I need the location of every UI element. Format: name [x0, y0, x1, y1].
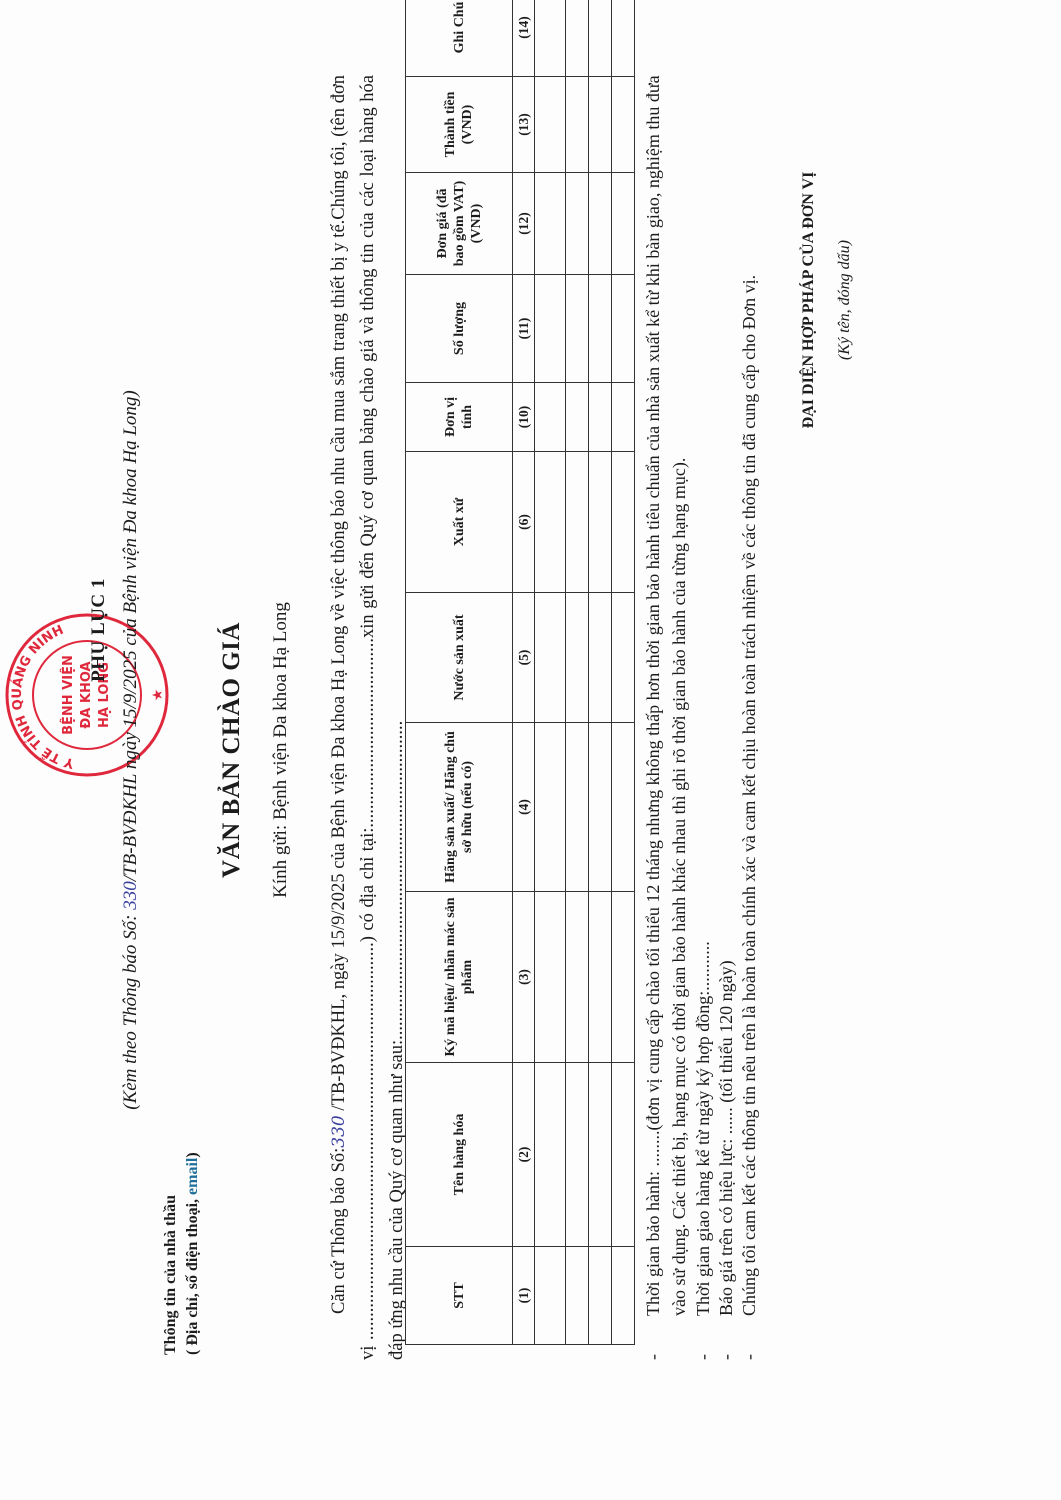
table-cell-empty[interactable]: [566, 593, 589, 723]
table-cell-empty[interactable]: [535, 892, 566, 1063]
table-cell-empty[interactable]: [589, 77, 612, 173]
table-cell-empty[interactable]: [612, 0, 635, 77]
col-header-nuoc-san-xuat: Nước sản xuất: [406, 593, 513, 723]
table-cell-empty[interactable]: [612, 383, 635, 452]
table-cell-empty[interactable]: [566, 77, 589, 173]
table-cell-empty[interactable]: [612, 593, 635, 723]
handwritten-number: 330: [329, 1115, 349, 1148]
svg-text:ĐA KHOA: ĐA KHOA: [79, 661, 94, 729]
table-cell-empty[interactable]: [566, 723, 589, 892]
col-header-ten-hang-hoa: Tên hàng hóa: [406, 1063, 513, 1247]
column-number: (12): [513, 173, 535, 275]
table-row: [535, 0, 566, 1345]
table-cell-empty[interactable]: [612, 892, 635, 1063]
table-cell-empty[interactable]: [535, 383, 566, 452]
note-item-commitment: - Chúng tôi cam kết các thông tin nêu trên là hoàn toàn chính xác và cam kết chịu hoàn toàn trách nhiệm về các thông tin đã cung cấp cho Đơn vị.: [739, 274, 759, 1360]
table-header-row: [406, 0, 513, 1345]
table-cell-empty[interactable]: [566, 1247, 589, 1345]
table-cell-empty[interactable]: [589, 0, 612, 77]
table-cell-empty[interactable]: [589, 593, 612, 723]
column-number: (6): [513, 452, 535, 593]
attachment-note-suffix: /TB-BVĐKHL ngày 15/9/2025 của Bệnh viện Đa khoa Hạ Long): [120, 390, 141, 882]
table-cell-empty[interactable]: [612, 1247, 635, 1345]
table-cell-empty[interactable]: [535, 173, 566, 275]
column-number: (1): [513, 1247, 535, 1345]
contractor-info-detail: ( Địa chỉ, số điện thoại, email): [184, 1152, 201, 1355]
col-header-ky-ma-hieu: Ký mã hiệu/ nhãn mác sản phẩm: [406, 892, 513, 1063]
col-header-stt: STT: [406, 1247, 513, 1345]
column-number: (14): [513, 0, 535, 77]
document-title: VĂN BẢN CHÀO GIÁ: [218, 622, 245, 878]
contractor-info: [160, 1152, 204, 1355]
col-header-hang-san-xuat: Hãng sản xuất/ Hãng chủ sở hữu (nếu có): [406, 723, 513, 892]
table-cell-empty[interactable]: [589, 383, 612, 452]
col-header-thanh-tien: Thành tiền (VND): [406, 77, 513, 173]
table-cell-empty[interactable]: [535, 723, 566, 892]
col-header-ghi-chu: Ghi Chú: [406, 0, 513, 77]
column-number: (13): [513, 77, 535, 173]
signature-title: ĐẠI DIỆN HỢP PHÁP CỦA ĐƠN VỊ: [800, 171, 817, 429]
table-cell-empty[interactable]: [535, 77, 566, 173]
col-header-don-gia: Đơn giá (đã bao gồm VAT) (VND): [406, 173, 513, 275]
column-number: (11): [513, 275, 535, 383]
signature-block: [800, 100, 854, 500]
table-cell-empty[interactable]: [612, 173, 635, 275]
table-cell-empty[interactable]: [612, 77, 635, 173]
column-number: (10): [513, 383, 535, 452]
svg-text:Y TẾ TỈNH QUẢNG NINH: Y TẾ TỈNH QUẢNG NINH: [9, 622, 76, 771]
table-row: [589, 0, 612, 1345]
table-cell-empty[interactable]: [612, 723, 635, 892]
table-row: [612, 0, 635, 1345]
svg-text:BỆNH VIỆN: BỆNH VIỆN: [61, 655, 76, 735]
table-cell-empty[interactable]: [589, 1247, 612, 1345]
table-cell-empty[interactable]: [566, 275, 589, 383]
recipient-line: Kính gửi: Bệnh viện Đa khoa Hạ Long: [270, 602, 291, 898]
attachment-note: [120, 0, 142, 1500]
table-cell-empty[interactable]: [535, 1247, 566, 1345]
table-cell-empty[interactable]: [589, 173, 612, 275]
column-number: (4): [513, 723, 535, 892]
svg-text:HẠ LONG: HẠ LONG: [97, 662, 112, 728]
table-cell-empty[interactable]: [566, 0, 589, 77]
table-cell-empty[interactable]: [535, 452, 566, 593]
table-cell-empty[interactable]: [566, 173, 589, 275]
handwritten-number: 330: [120, 881, 141, 910]
table-cell-empty[interactable]: [566, 1063, 589, 1247]
col-header-so-luong: Số lượng: [406, 275, 513, 383]
table-cell-empty[interactable]: [589, 723, 612, 892]
column-number: (2): [513, 1063, 535, 1247]
notes-list: [640, 75, 761, 1360]
col-header-don-vi-tinh: Đơn vị tính: [406, 383, 513, 452]
table-cell-empty[interactable]: [612, 1063, 635, 1247]
note-item-validity: - Báo giá trên có hiệu lực: ...... (tối thiểu 120 ngày): [716, 960, 736, 1360]
attachment-note-prefix: (Kèm theo Thông báo Số:: [120, 909, 141, 1110]
intro-paragraph: Căn cứ Thông báo Số:330 /TB-BVĐKHL, ngày 15/9/2025 của Bệnh viện Đa khoa Hạ Long về việc thông báo nhu cầu mua sắm trang thiết bị y tế.Chúng tôi, (tên đơn vị ......................................................................................) có địa chỉ tại:.........................................xin gửi đến Quý cơ quan bảng chào giá và thông tin của các loại hàng hóa đáp ứng nhu cầu của Quý cơ quan như sau:.....................................................................: [329, 75, 407, 1360]
quotation-table: [405, 0, 635, 1345]
table-cell-empty[interactable]: [589, 452, 612, 593]
column-number-row: [513, 0, 535, 1345]
signature-subtitle: (Ký tên, đóng dấu): [836, 240, 853, 360]
appendix-title: PHỤ LỤC 1: [88, 578, 109, 682]
note-item-delivery: - Thời gian giao hàng kể từ ngày ký hợp đồng:...........: [693, 941, 713, 1360]
hospital-seal-stamp: [2, 610, 172, 780]
table-cell-empty[interactable]: [612, 275, 635, 383]
svg-text:★: ★: [150, 688, 166, 702]
contractor-info-heading: Thông tin của nhà thầu: [162, 1194, 179, 1355]
table-cell-empty[interactable]: [566, 452, 589, 593]
note-item-warranty: - Thời gian bảo hành: ........(đơn vị cung cấp chào tối thiểu 12 tháng nhưng không thấp hơn thời gian bảo hành tiêu chuẩn của nhà sản xuất kể từ khi bàn giao, nghiệm thu đưa vào sử dụng. Các thiết bị, hạng mục có thời gian bảo hành khác nhau thì ghi rõ thời gian bảo hành của từng hạng mục).: [643, 75, 689, 1360]
table-cell-empty[interactable]: [589, 275, 612, 383]
col-header-xuat-xu: Xuất xứ: [406, 452, 513, 593]
table-cell-empty[interactable]: [535, 0, 566, 77]
table-cell-empty[interactable]: [589, 1063, 612, 1247]
table-cell-empty[interactable]: [566, 892, 589, 1063]
column-number: (3): [513, 892, 535, 1063]
table-cell-empty[interactable]: [566, 383, 589, 452]
table-row: [566, 0, 589, 1345]
table-cell-empty[interactable]: [535, 275, 566, 383]
table-cell-empty[interactable]: [589, 892, 612, 1063]
table-cell-empty[interactable]: [535, 1063, 566, 1247]
table-cell-empty[interactable]: [535, 593, 566, 723]
table-cell-empty[interactable]: [612, 452, 635, 593]
column-number: (5): [513, 593, 535, 723]
